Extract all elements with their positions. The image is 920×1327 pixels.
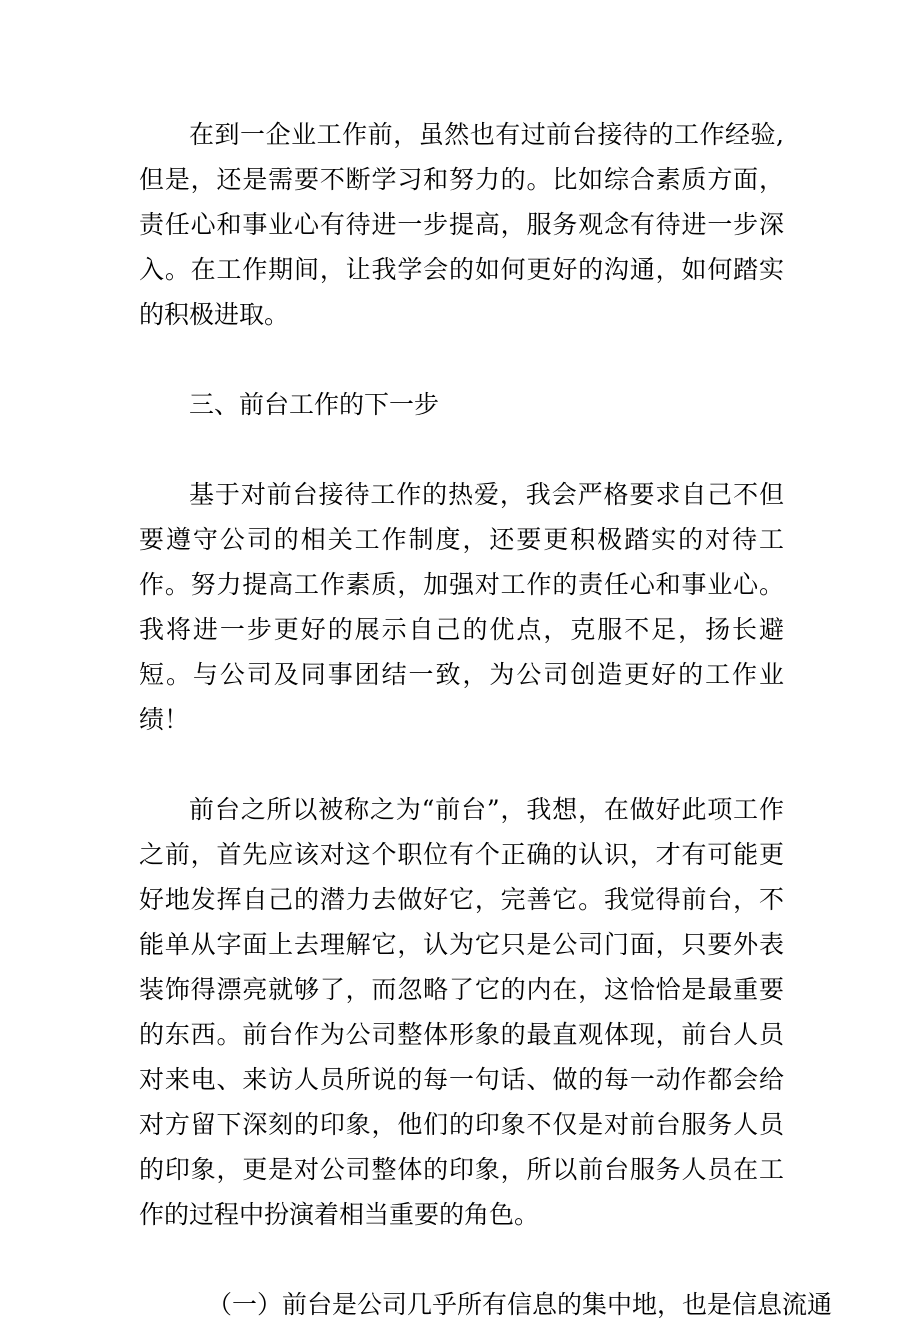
paragraph-gap [139,1237,784,1282]
sub-item-one: （一）前台是公司几乎所有信息的集中地，也是信息流通 [207,1290,833,1319]
paragraph-gap [139,427,784,472]
document-body [139,112,833,1327]
paragraph-gap [139,742,784,787]
section-heading-next-steps: 三、前台工作的下一步 [189,390,440,419]
paragraph-commitment: 基于对前台接待工作的热爱，我会严格要求自己不但要遵守公司的相关工作制度，还要更积极踏实的对待工作。努力提高工作素质，加强对工作的责任心和事业心。我将进一步更好的展示自己的优点，克服不足，扬长避短。与公司及同事团结一致，为公司创造更好的工作业绩！ [139,480,784,734]
paragraph-front-desk-role: 前台之所以被称之为“前台”，我想，在做好此项工作之前，首先应该对这个职位有个正确的认识，才有可能更好地发挥自己的潜力去做好它，完善它。我觉得前台，不能单从字面上去理解它，认为它只是公司门面，只要外表装饰得漂亮就够了，而忽略了它的内在，这恰恰是最重要的东西。前台作为公司整体形象的最直观体现，前台人员对来电、来访人员所说的每一句话、做的每一动作都会给对方留下深刻的印象，他们的印象不仅是对前台服务人员的印象，更是对公司整体的印象，所以前台服务人员在工作的过程中扮演着相当重要的角色。 [139,795,784,1229]
paragraph-gap [139,337,784,382]
paragraph-work-experience: 在到一企业工作前，虽然也有过前台接待的工作经验,但是，还是需要不断学习和努力的。比如综合素质方面，责任心和事业心有待进一步提高，服务观念有待进一步深入。在工作期间，让我学会的如何更好的沟通，如何踏实的积极进取。 [139,120,784,329]
